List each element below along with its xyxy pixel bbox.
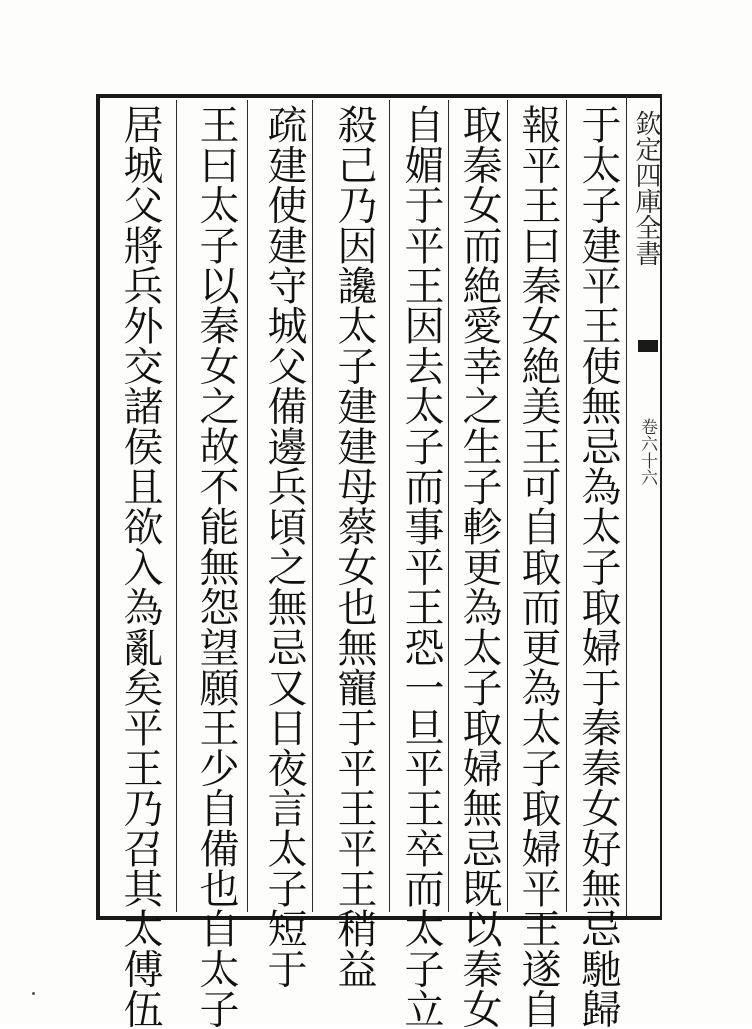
column-rule [176,100,177,912]
column-rule [507,100,508,912]
text-column-7: 王曰太子以秦女之故不能無怨望願王少自備也自太子 [193,104,239,1029]
text-column-1: 于太子建平王使無忌為太子取婦于秦秦女好無忌馳歸 [575,104,621,1029]
text-column-4: 自媚于平王因去太子而事平王恐一旦平王卒而太子立 [398,104,444,1029]
column-rule [247,100,248,912]
text-column-2: 報平王曰秦女絶美王可自取而更為太子取婦平王遂自 [515,104,561,1029]
column-rule [389,100,390,912]
column-rule [312,100,313,912]
text-column-8: 居城父將兵外交諸侯且欲入為亂矣平王乃召其太傅伍 [117,104,163,1029]
volume-number: 卷六十六 [637,418,657,486]
text-column-3: 取秦女而絶愛幸之生子軫更為太子取婦無忌既以秦女 [456,104,502,1029]
paper-speck [32,992,35,995]
text-column-6: 疏建使建守城父備邊兵頃之無忌又日夜言太子短于 [261,104,307,989]
book-title: 欽定四庫全書 [631,110,661,266]
text-column-5: 殺己乃因讒太子建建母蔡女也無寵于平王平王稍益 [331,104,377,989]
fish-tail-mark-icon [638,340,658,352]
column-rule [566,100,567,912]
